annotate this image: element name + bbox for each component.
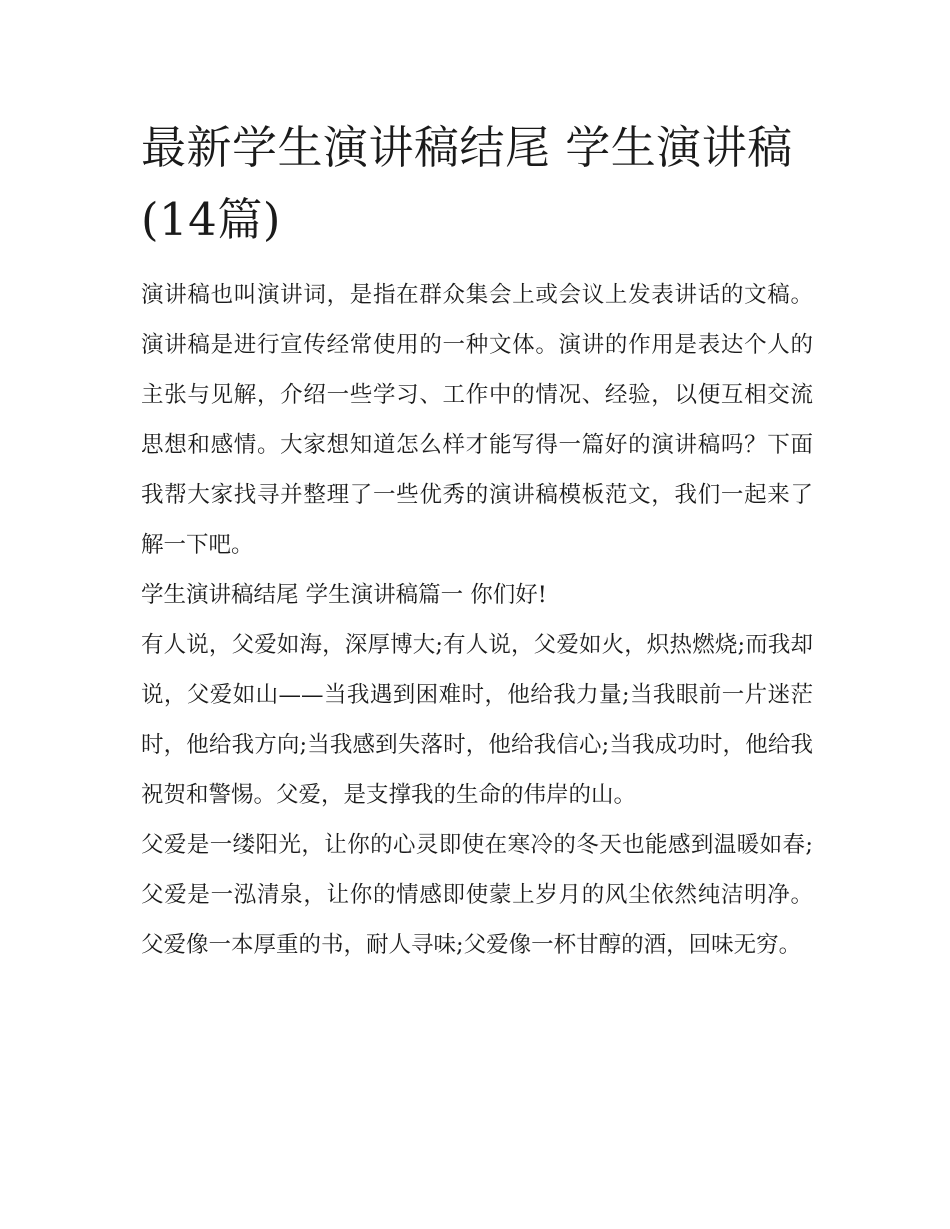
document-title: 最新学生演讲稿结尾 学生演讲稿(14篇) <box>141 121 793 246</box>
section-heading-paragraph: 学生演讲稿结尾 学生演讲稿篇一 你们好! <box>141 582 547 608</box>
intro-paragraph: 演讲稿也叫演讲词，是指在群众集会上或会议上发表讲话的文稿。演讲稿是进行宣传经常使用的一种文体。演讲的作用是表达个人的主张与见解，介绍一些学习、工作中的情况、经验，以便互相交流思想和感情。大家想知道怎么样才能写得一篇好的演讲稿吗？下面我帮大家找寻并整理了一些优秀的演讲稿模板范文，我们一起来了解一下吧。 <box>141 282 813 558</box>
body-paragraph: 有人说，父爱如海，深厚博大;有人说，父爱如火，炽热燃烧;而我却说，父爱如山——当我遇到困难时，他给我力量;当我眼前一片迷茫时，他给我方向;当我感到失落时，他给我信心;当我成功时，他给我祝贺和警惕。父爱，是支撑我的生命的伟岸的山。 <box>141 632 813 808</box>
body-paragraph: 父爱是一缕阳光，让你的心灵即使在寒冷的冬天也能感到温暖如春;父爱是一泓清泉，让你的情感即使蒙上岁月的风尘依然纯洁明净。父爱像一本厚重的书，耐人寻味;父爱像一杯甘醇的酒，回味无穷。 <box>141 832 813 958</box>
document-content <box>141 112 813 970</box>
